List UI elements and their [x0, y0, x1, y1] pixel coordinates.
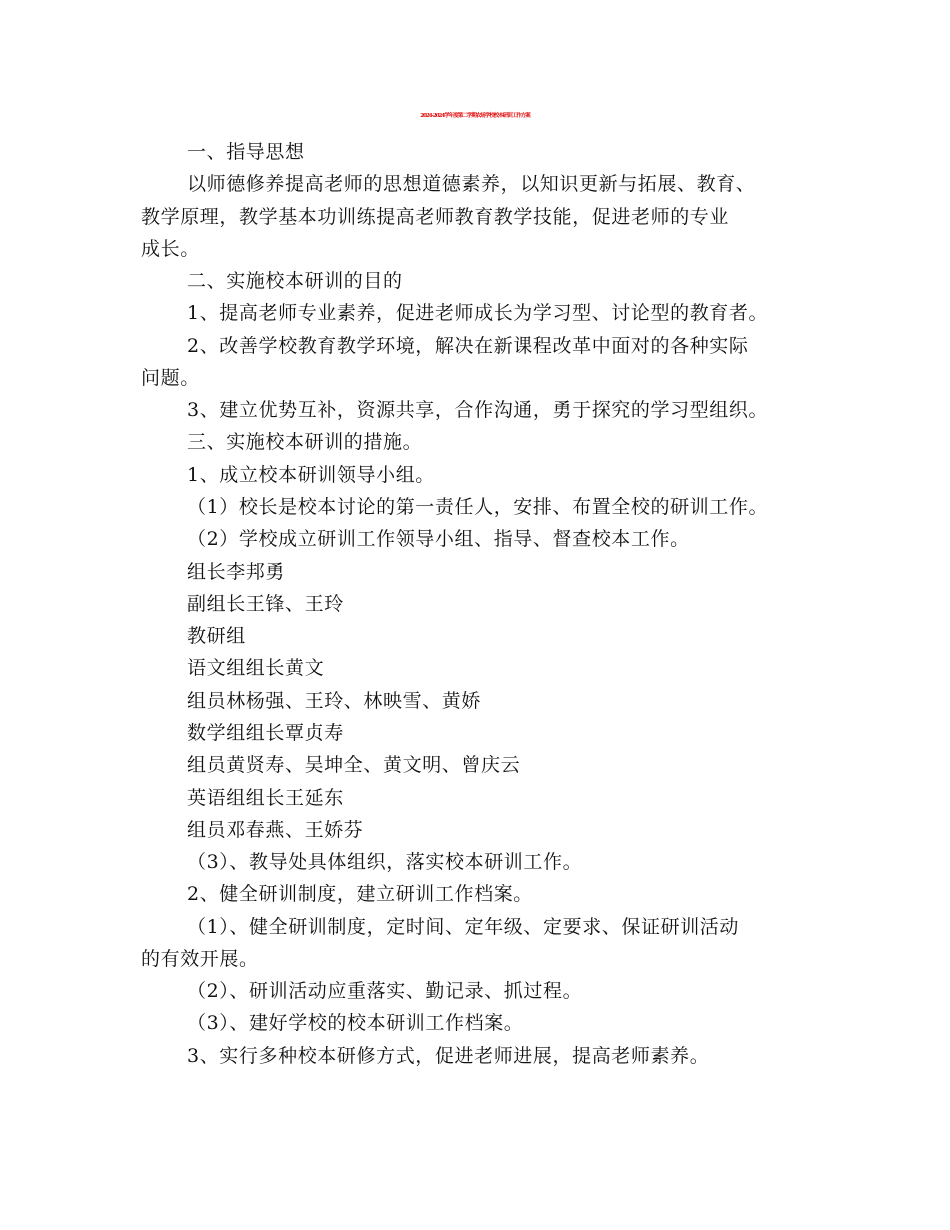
list-item: （2）、研训活动应重落实、勤记录、抓过程。 [187, 980, 583, 1002]
list-item: 英语组组长王延东 [187, 787, 344, 809]
section-heading-guiding-ideology: 一、指导思想 [187, 141, 305, 163]
document-title: 2024-2024学年度第二学期农场学校校本研训工作方案 [420, 113, 530, 119]
section-heading-measures: 三、实施校本研训的措施。 [187, 431, 423, 453]
list-item: （2）学校成立研训工作领导小组、指导、督查校本工作。 [187, 528, 690, 550]
list-item: 数学组组长覃贞寿 [187, 722, 344, 744]
list-item: 3、建立优势互补，资源共享，合作沟通，勇于探究的学习型组织。 [187, 399, 769, 421]
list-item: 组员黄贤寿、吴坤全、黄文明、曾庆云 [187, 754, 521, 776]
list-item: 3、实行多种校本研修方式，促进老师进展，提高老师素养。 [187, 1045, 710, 1067]
paragraph-line: 教学原理，教学基本功训练提高老师教育教学技能，促进老师的专业 [141, 206, 730, 228]
list-item: 组员邓春燕、王娇芬 [187, 819, 364, 841]
paragraph-line: 成长。 [141, 238, 200, 260]
list-item: （3）、建好学校的校本研训工作档案。 [187, 1012, 524, 1034]
list-item: 组员林杨强、王玲、林映雪、黄娇 [187, 690, 482, 712]
list-item: 组长李邦勇 [187, 561, 286, 583]
paragraph-line: 问题。 [141, 367, 200, 389]
paragraph-line: 的有效开展。 [141, 948, 259, 970]
list-item: 1、提高老师专业素养，促进老师成长为学习型、讨论型的教育者。 [187, 302, 769, 324]
section-heading-purpose: 二、实施校本研训的目的 [187, 270, 403, 292]
list-item: （3）、教导处具体组织，落实校本研训工作。 [187, 851, 583, 873]
list-item: 1、成立校本研训领导小组。 [187, 464, 435, 486]
list-item: （1）校长是校本讨论的第一责任人，安排、布置全校的研训工作。 [187, 496, 769, 518]
list-item: 2、健全研训制度，建立研训工作档案。 [187, 883, 533, 905]
paragraph-line: 以师德修养提高老师的思想道德素养，以知识更新与拓展、教育、 [187, 173, 756, 195]
list-item: 2、改善学校教育教学环境，解决在新课程改革中面对的各种实际 [187, 335, 749, 357]
list-item: 语文组组长黄文 [187, 657, 325, 679]
list-item: 教研组 [187, 625, 246, 647]
list-item: 副组长王锋、王玲 [187, 593, 344, 615]
list-item: （1）、健全研训制度，定时间、定年级、定要求、保证研训活动 [187, 916, 739, 938]
